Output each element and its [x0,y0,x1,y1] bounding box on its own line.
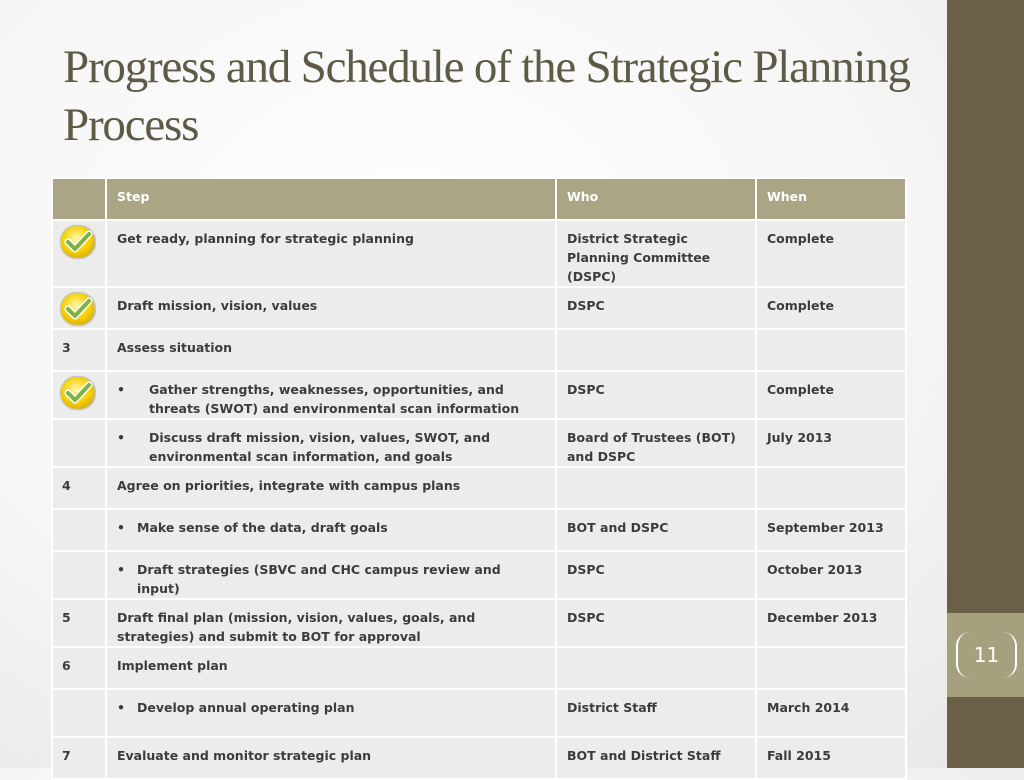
bullet: • [117,562,125,577]
checkmark-icon [59,291,97,327]
table-row [52,220,906,287]
table-row [52,647,906,689]
page-number: 11 [956,632,1017,678]
table-row [52,599,906,647]
row-when: Complete [756,287,906,329]
row-when: Fall 2015 [756,737,906,779]
table-row [52,467,906,509]
table-row [52,737,906,779]
row-when: March 2014 [756,689,906,737]
table-row [52,509,906,551]
header-who: Who [556,178,756,220]
row-when: Complete [756,371,906,419]
row-when: December 2013 [756,599,906,647]
schedule-table [51,177,907,780]
row-who: District Strategic Planning Committee (DSPC) [556,220,756,287]
row-who: BOT and District Staff [556,737,756,779]
row-when: September 2013 [756,509,906,551]
row-when: October 2013 [756,551,906,599]
table-row [52,371,906,419]
table-row [52,329,906,371]
row-number [52,509,106,551]
row-who: DSPC [556,287,756,329]
row-status [52,371,106,419]
row-step-text: Make sense of the data, draft goals [137,520,388,535]
row-step: Draft mission, vision, values [106,287,556,329]
row-who [556,647,756,689]
row-number: 6 [52,647,106,689]
row-who [556,467,756,509]
row-number [52,689,106,737]
row-step-text: Draft strategies (SBVC and CHC campus review and input) [137,562,501,596]
row-step: Get ready, planning for strategic planning [106,220,556,287]
row-step [106,551,556,599]
row-who: DSPC [556,599,756,647]
row-when: Complete [756,220,906,287]
row-step: Agree on priorities, integrate with campus plans [106,467,556,509]
slide-title: Progress and Schedule of the Strategic Planning Process [63,41,910,151]
row-who: DSPC [556,371,756,419]
table-row [52,287,906,329]
row-number: 7 [52,737,106,779]
checkmark-icon [59,224,97,260]
row-when [756,467,906,509]
row-number: 5 [52,599,106,647]
row-who: Board of Trustees (BOT) and DSPC [556,419,756,467]
row-who: DSPC [556,551,756,599]
bullet: • [117,382,125,397]
row-step [106,419,556,467]
row-step-text: Gather strengths, weaknesses, opportunities, and threats (SWOT) and environmental scan information [149,382,520,416]
row-step-text: Discuss draft mission, vision, values, SWOT, and environmental scan information, and goals [149,430,491,464]
row-who [556,329,756,371]
header-when: When [756,178,906,220]
row-step: Draft final plan (mission, vision, values, goals, and strategies) and submit to BOT for approval [106,599,556,647]
row-when [756,647,906,689]
row-who: District Staff [556,689,756,737]
bullet: • [117,700,125,715]
row-when: July 2013 [756,419,906,467]
bullet: • [117,430,125,445]
header-num [52,178,106,220]
row-number [52,551,106,599]
row-when [756,329,906,371]
row-step [106,371,556,419]
table-row [52,689,906,737]
row-number: 4 [52,467,106,509]
row-who: BOT and DSPC [556,509,756,551]
row-status [52,220,106,287]
row-step: Evaluate and monitor strategic plan [106,737,556,779]
bullet: • [117,520,125,535]
table-row [52,419,906,467]
row-status [52,287,106,329]
checkmark-icon [59,375,97,411]
row-step-text: Develop annual operating plan [137,700,355,715]
header-step: Step [106,178,556,220]
row-number: 3 [52,329,106,371]
table-header-row [52,178,906,220]
row-step: Implement plan [106,647,556,689]
row-step: Assess situation [106,329,556,371]
row-number [52,419,106,467]
row-step [106,689,556,737]
table-row [52,551,906,599]
row-step [106,509,556,551]
